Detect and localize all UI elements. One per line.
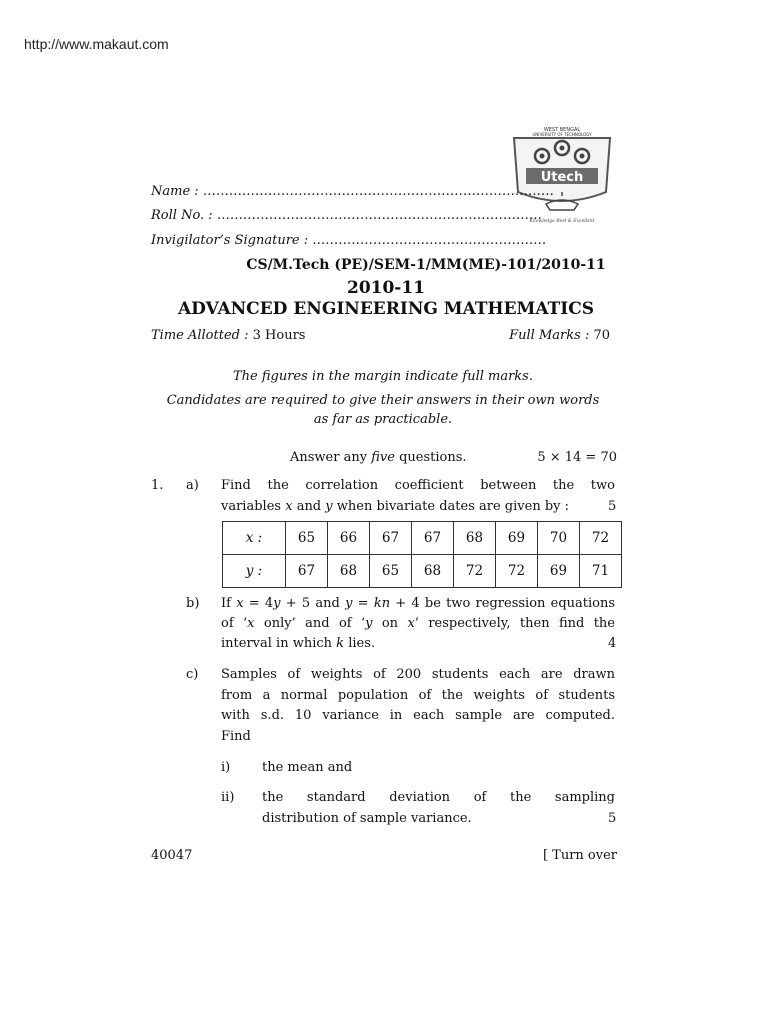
instruction-margin-marks: The figures in the margin indicate full marks. xyxy=(232,369,533,384)
part-c-line1: Samples of weights of 200 students each are drawn xyxy=(221,667,615,682)
table-row-y xyxy=(223,555,622,588)
table-cell: 72 xyxy=(454,555,496,588)
part-c-ii-label: ii) xyxy=(221,790,235,805)
table-cell: 66 xyxy=(328,522,370,555)
table-cell: 70 xyxy=(538,522,580,555)
table-cell: 69 xyxy=(538,555,580,588)
svg-text:Utech: Utech xyxy=(540,170,584,185)
table-cell: 68 xyxy=(454,522,496,555)
part-c-label: c) xyxy=(186,667,199,682)
part-b-line3: interval in which k lies. xyxy=(221,636,376,651)
part-b-line1: If x = 4y + 5 and y = kn + 4 be two regression equations xyxy=(221,596,616,611)
table-cell: 68 xyxy=(328,555,370,588)
time-allotted: Time Allotted : 3 Hours xyxy=(151,328,306,343)
table-cell: 72 xyxy=(580,522,622,555)
table-cell: 68 xyxy=(412,555,454,588)
part-c-i-label: i) xyxy=(221,760,231,775)
invigilator-signature-field: Invigilator’s Signature : ……………………………………………… xyxy=(151,233,547,248)
part-b-line2: of ‘x only’ and of ‘y on x’ respectively, then find the xyxy=(221,616,615,631)
part-c-line4: Find xyxy=(221,729,251,744)
part-a-line2: variables x and y when bivariate dates are given by : xyxy=(221,499,570,514)
table-cell: 65 xyxy=(286,522,328,555)
bivariate-data-table xyxy=(222,521,622,588)
session-year: 2010-11 xyxy=(346,278,426,298)
part-c-line2: from a normal population of the weights of students xyxy=(221,688,615,703)
roll-no-field: Roll No. : ………………………………………………………………… xyxy=(151,208,542,223)
table-cell: 65 xyxy=(370,555,412,588)
instruction-own-words: Candidates are required to give their answers in their own words xyxy=(166,393,600,408)
part-c-i-text: the mean and xyxy=(262,760,353,775)
table-cell: 69 xyxy=(496,522,538,555)
answer-instruction: Answer any five questions. xyxy=(290,450,467,465)
svg-text:WEST BENGAL: WEST BENGAL xyxy=(543,127,581,133)
table-cell: 72 xyxy=(496,555,538,588)
part-c-marks: 5 xyxy=(608,811,617,826)
source-url[interactable]: http://www.makaut.com xyxy=(24,36,169,52)
table-cell: 67 xyxy=(286,555,328,588)
svg-text:UNIVERSITY OF TECHNOLOGY: UNIVERSITY OF TECHNOLOGY xyxy=(532,132,592,137)
part-c-line3: with s.d. 10 variance in each sample are computed. xyxy=(221,708,615,723)
part-a-label: a) xyxy=(186,478,199,493)
part-c-ii-line1: the standard deviation of the sampling xyxy=(262,790,615,805)
table-cell: 67 xyxy=(412,522,454,555)
part-a-marks: 5 xyxy=(608,499,617,514)
full-marks: Full Marks : 70 xyxy=(509,328,610,343)
svg-text:Knowledge Best & Excellent: Knowledge Best & Excellent xyxy=(529,219,595,224)
y-label-cell: y : xyxy=(223,555,286,588)
name-field: Name : ……………………………………………………………………… xyxy=(151,184,554,199)
part-b-marks: 4 xyxy=(608,636,617,651)
paper-serial-code: 40047 xyxy=(151,848,193,863)
x-label-cell: x : xyxy=(223,522,286,555)
table-row-x xyxy=(223,522,622,555)
table-cell: 71 xyxy=(580,555,622,588)
instruction-practicable: as far as practicable. xyxy=(313,412,453,427)
turn-over-note: [ Turn over xyxy=(542,848,617,863)
table-cell: 67 xyxy=(370,522,412,555)
answer-marks: 5 × 14 = 70 xyxy=(537,450,617,465)
subject-title: ADVANCED ENGINEERING MATHEMATICS xyxy=(177,299,595,319)
question-number: 1. xyxy=(151,478,164,493)
part-c-ii-line2: distribution of sample variance. xyxy=(262,811,472,826)
paper-code: CS/M.Tech (PE)/SEM-1/MM(ME)-101/2010-11 xyxy=(246,257,606,273)
part-b-label: b) xyxy=(186,596,200,611)
part-a-line1: Find the correlation coefficient between the two xyxy=(221,478,615,493)
